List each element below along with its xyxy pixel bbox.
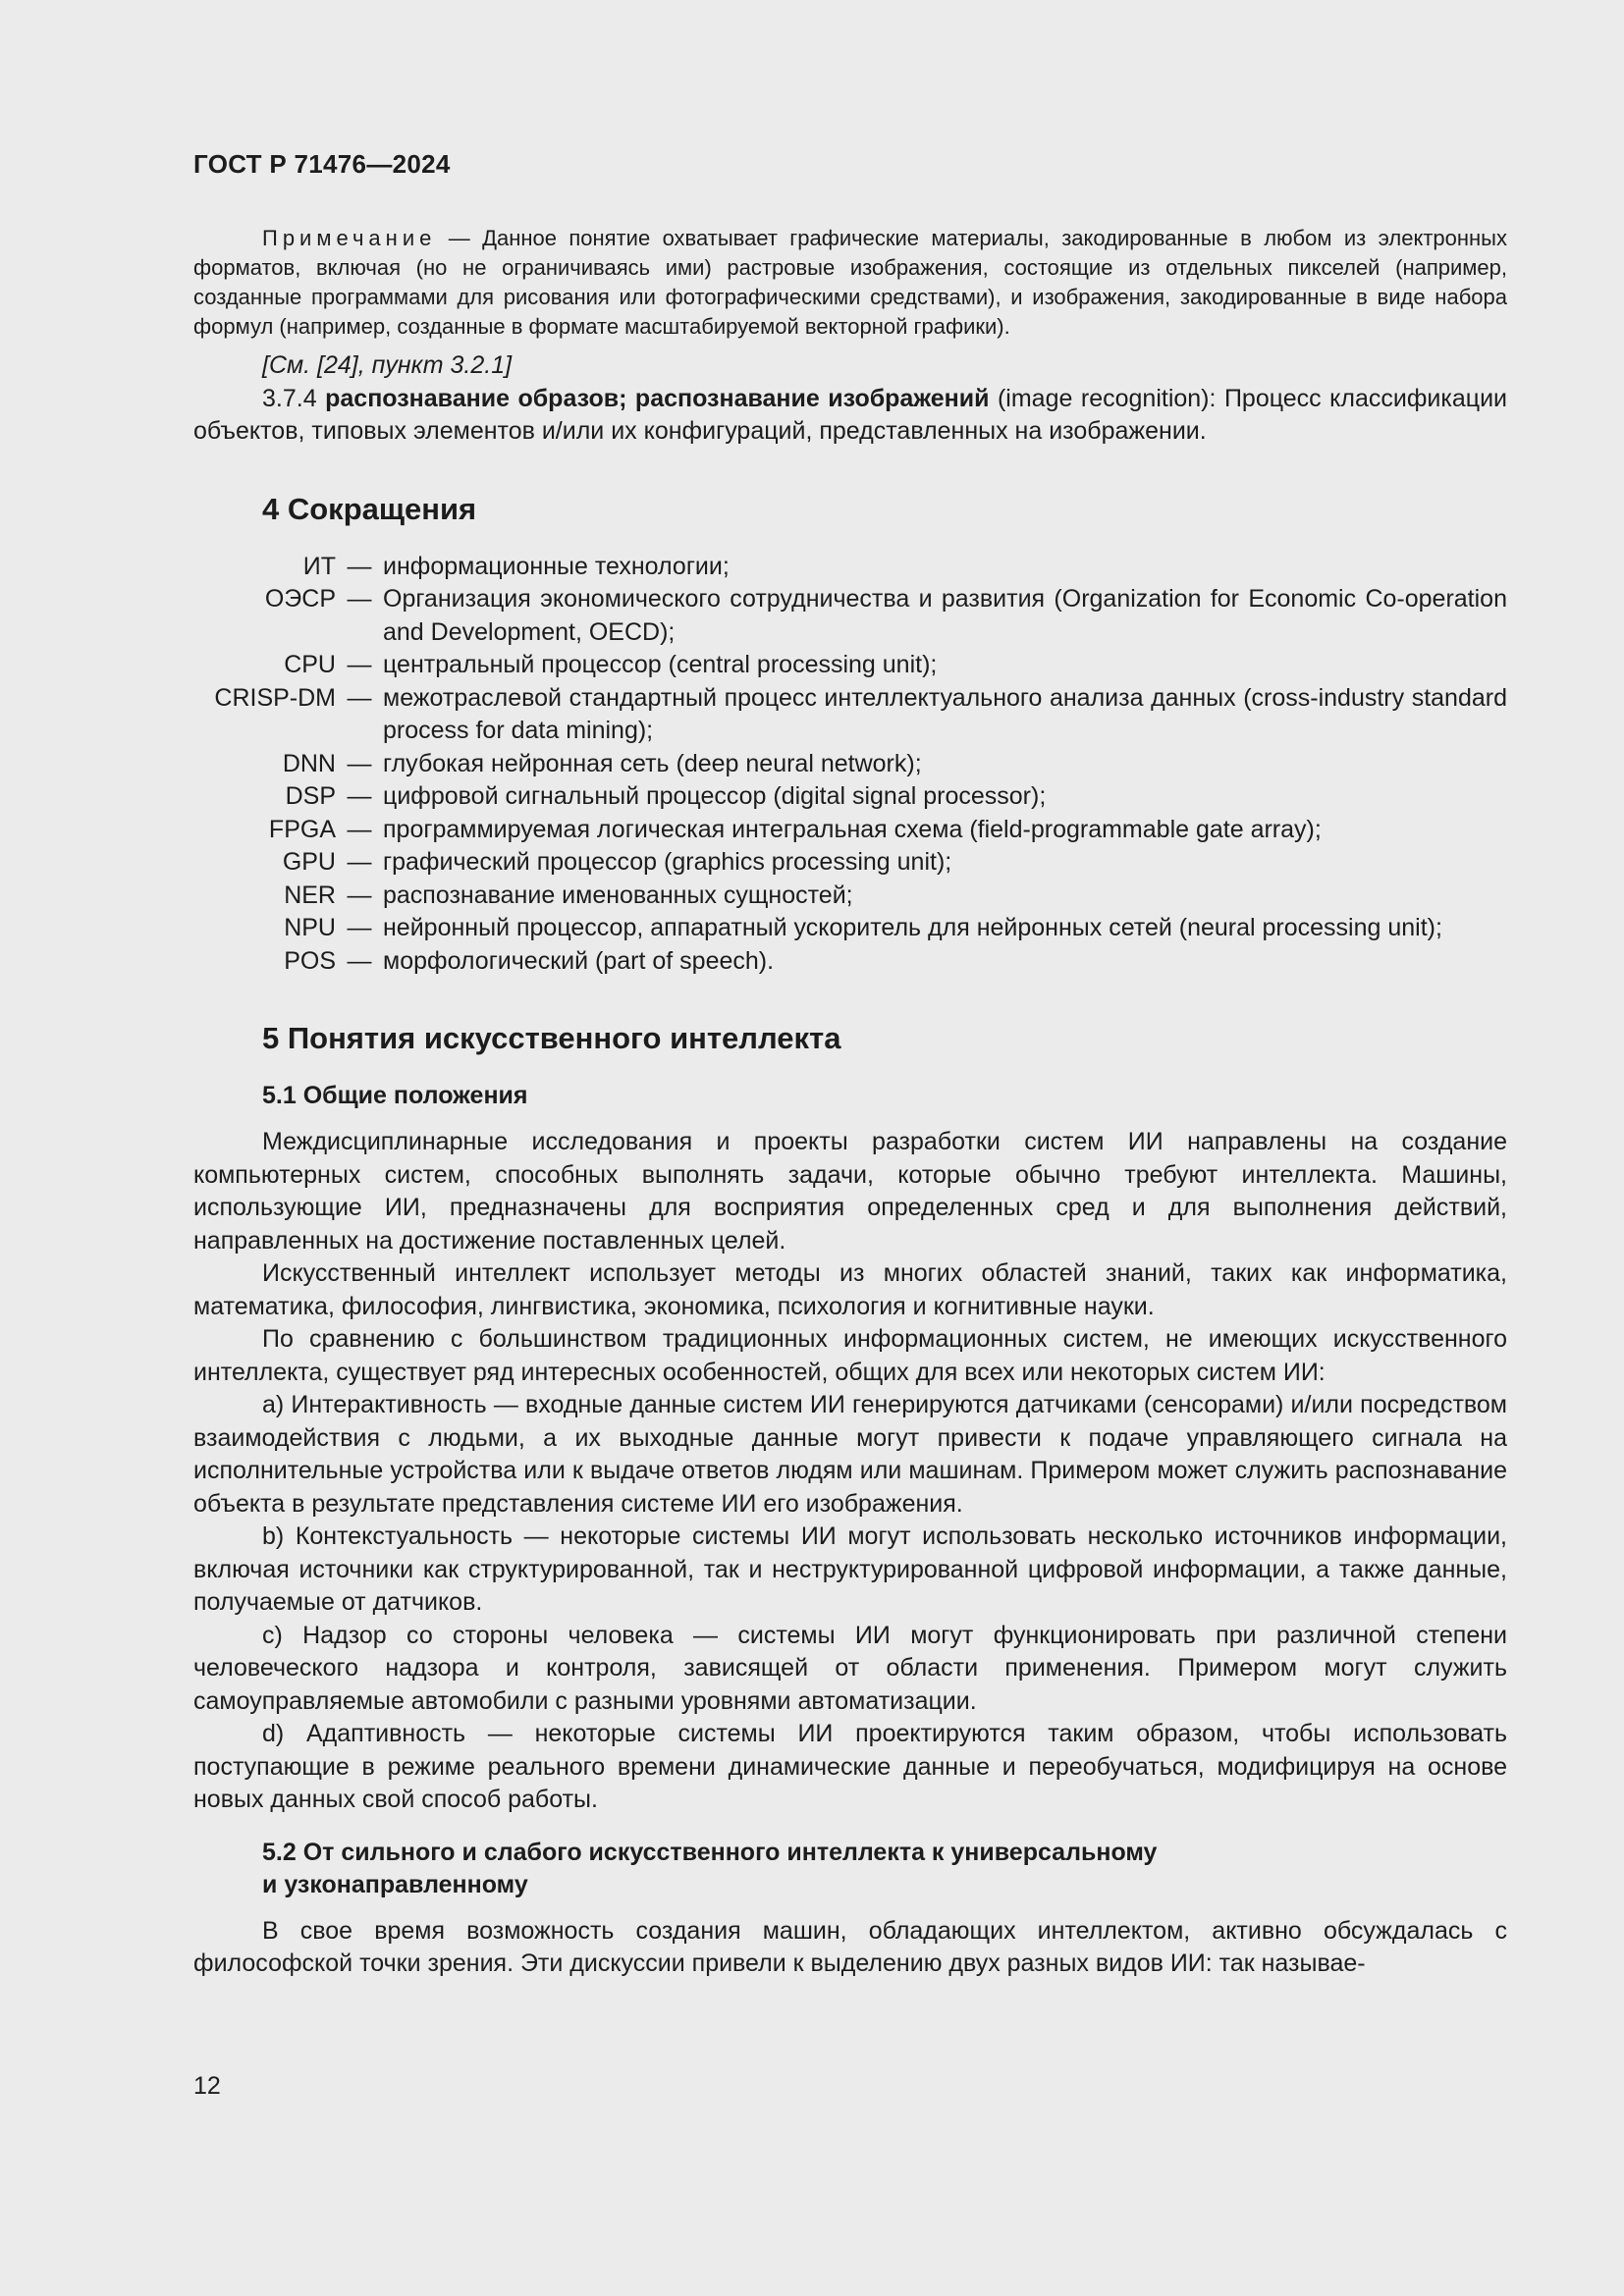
term-number: 3.7.4 (262, 384, 317, 412)
abbreviation-term: ИТ (302, 552, 336, 580)
abbreviation-row (193, 748, 1507, 781)
abbreviation-dash: — (347, 749, 372, 777)
note-label: Примечание (262, 226, 437, 250)
list-item-a: a) Интерактивность — входные данные систем ИИ генерируются датчиками (сенсорами) и/или посредством взаимодействия с людьми, а их выходные данные могут привести к подаче управляющего сигнала на исполнительные устройства или к выдаче ответов людям или машинам. Примером может служить распознавание объекта в результате представления системе ИИ его изображения. (193, 1391, 1507, 1518)
abbreviation-definition: цифровой сигнальный процессор (digital signal processor); (383, 782, 1047, 810)
abbreviation-row (193, 780, 1507, 814)
list-item-b: b) Контекстуальность — некоторые системы ИИ могут использовать несколько источников информации, включая источники как структурированной, так и неструктурированной цифровой информации, а также данные, получаемые от датчиков. (193, 1522, 1507, 1616)
term-definition-3-7-4 (193, 383, 1507, 449)
paragraph: В свое время возможность создания машин, обладающих интеллектом, активно обсуждалась с философской точки зрения. Эти дискуссии привели к выделению двух разных видов ИИ: так называе- (193, 1916, 1507, 1977)
abbreviation-dash: — (347, 782, 372, 810)
abbreviation-term: ОЭСР (264, 585, 336, 613)
note-reference: [См. [24], пункт 3.2.1] (262, 351, 513, 379)
abbreviation-dash: — (347, 946, 372, 975)
abbreviation-definition: нейронный процессор, аппаратный ускоритель для нейронных сетей (neural processing unit); (383, 914, 1442, 941)
list-item-c: c) Надзор со стороны человека — системы ИИ могут функционировать при различной степени человеческого надзора и контроля, зависящей от области применения. Примером могут служить самоуправляемые автомобили с разными уровнями автоматизации. (193, 1621, 1507, 1715)
paragraph: По сравнению с большинством традиционных информационных систем, не имеющих искусственного интеллекта, существует ряд интересных особенностей, общих для всех или некоторых систем ИИ: (193, 1325, 1507, 1386)
abbreviation-definition: распознавание именованных сущностей; (383, 881, 853, 909)
subsection-5-2-heading-line1: 5.2 От сильного и слабого искусственного интеллекта к универсальному (262, 1838, 1158, 1866)
abbreviation-row (193, 682, 1507, 748)
abbreviation-term: CRISP-DM (214, 683, 336, 712)
abbreviation-row (193, 551, 1507, 584)
subsection-5-2-heading (193, 1837, 1507, 1901)
term-definition: (image recognition): Процесс классификации объектов, типовых элементов и/или их конфигураций, представленных на изображении. (193, 384, 1508, 445)
abbreviation-term: POS (284, 946, 336, 975)
abbreviation-list (193, 551, 1507, 979)
abbreviation-definition: программируемая логическая интегральная схема (field-programmable gate array); (383, 815, 1322, 843)
abbreviation-row (193, 649, 1507, 682)
subsection-5-2-heading-line2: и узконаправленному (262, 1870, 528, 1898)
abbreviation-term: DNN (282, 749, 336, 777)
abbreviation-row (193, 814, 1507, 847)
abbreviation-definition: графический процессор (graphics processing unit); (383, 848, 952, 876)
abbreviation-row (193, 583, 1507, 649)
abbreviation-definition: информационные технологии; (383, 552, 730, 580)
abbreviation-term: FPGA (268, 815, 336, 843)
abbreviation-dash: — (347, 552, 372, 580)
abbreviation-dash: — (347, 914, 372, 941)
abbreviation-dash: — (347, 881, 372, 909)
page-number: 12 (193, 2072, 221, 2100)
abbreviation-dash: — (347, 585, 372, 613)
note-paragraph (193, 224, 1507, 342)
abbreviation-dash: — (347, 848, 372, 876)
term-name: распознавание образов; распознавание изображений (325, 384, 990, 412)
abbreviation-row (193, 846, 1507, 880)
abbreviation-definition: межотраслевой стандартный процесс интеллектуального анализа данных (cross-industry standard process for data mining); (383, 683, 1507, 744)
abbreviation-term: NER (284, 881, 336, 909)
abbreviation-term: DSP (285, 782, 336, 810)
abbreviation-dash: — (347, 651, 372, 678)
list-item-d: d) Адаптивность — некоторые системы ИИ проектируются таким образом, чтобы использовать поступающие в режиме реального времени динамические данные и переобучаться, модифицируя на основе новых данных свой способ работы. (193, 1720, 1507, 1813)
page-content (193, 224, 1507, 1981)
abbreviation-definition: глубокая нейронная сеть (deep neural network); (383, 749, 922, 777)
abbreviation-term: CPU (284, 651, 336, 678)
note-text: — Данное понятие охватывает графические материалы, закодированные в любом из электронных форматов, включая (но не ограничиваясь ими) растровые изображения, состоящие из отдельных пикселей (например, созданные программами для рисования или фотографическими средствами), и изображения, закодированные в виде набора формул (например, созданные в формате масштабируемой векторной графики). (193, 226, 1507, 339)
abbreviation-term: NPU (284, 914, 336, 941)
abbreviation-definition: морфологический (part of speech). (383, 946, 775, 975)
paragraph: Искусственный интеллект использует методы из многих областей знаний, таких как информатика, математика, философия, лингвистика, экономика, психология и когнитивные науки. (193, 1259, 1507, 1320)
abbreviation-definition: центральный процессор (central processing unit); (383, 651, 938, 678)
paragraph: Междисциплинарные исследования и проекты разработки систем ИИ направлены на создание компьютерных систем, способных выполнять задачи, которые обычно требуют интеллекта. Машины, использующие ИИ, предназначены для восприятия определенных сред и для выполнения действий, направленных на достижение поставленных целей. (193, 1128, 1507, 1255)
section-4-heading: 4 Сокращения (262, 491, 477, 526)
abbreviation-dash: — (347, 815, 372, 843)
abbreviation-definition: Организация экономического сотрудничества и развития (Organization for Economic Co-operation and Development, OECD); (383, 585, 1507, 646)
section-5-heading: 5 Понятия искусственного интеллекта (262, 1021, 841, 1055)
abbreviation-row (193, 880, 1507, 913)
abbreviation-row (193, 912, 1507, 945)
abbreviation-dash: — (347, 683, 372, 712)
subsection-5-1-heading: 5.1 Общие положения (262, 1082, 528, 1109)
abbreviation-term: GPU (282, 848, 336, 876)
abbreviation-row (193, 945, 1507, 979)
document-header: ГОСТ Р 71476—2024 (193, 149, 451, 179)
